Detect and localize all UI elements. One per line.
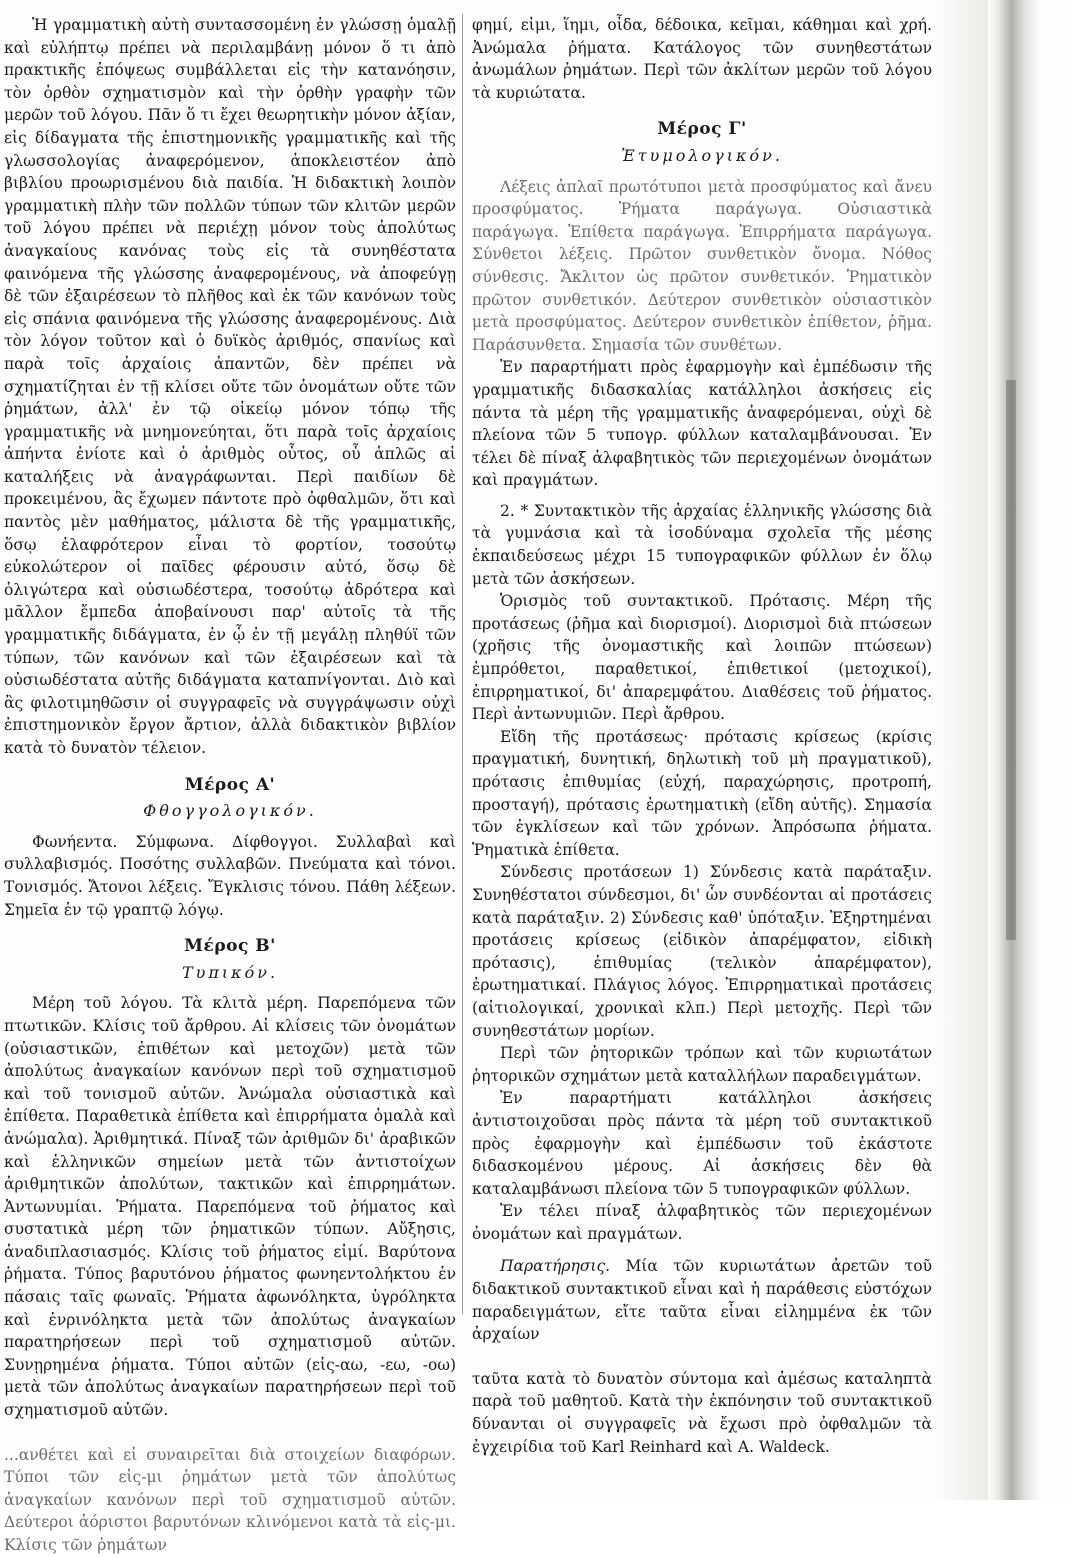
syntax-paragraph-e: Ἐν παραρτήματι κατάλληλοι ἀσκήσεις ἀντιστοιχοῦσαι πρὸς πάντα τὰ μέρη τοῦ συντακτικοῦ πρὸς ἐφαρμογὴν καὶ ἐμπέδωσιν τοῦ ἑκάστοτε διδασκομένου μέρους. Αἱ ἀσκήσεις δὲν θὰ καταλαμβάνωσι πλείονα τῶν 5 τυπογραφικῶν φύλλων. <box>472 1089 932 1198</box>
part-b-subtitle: Τυπικόν. <box>181 962 279 982</box>
syntax-paragraph-d: Περὶ τῶν ῥητορικῶν τρόπων καὶ τῶν κυριωτάτων ῥητορικῶν σχημάτων μετὰ καταλλήλων παραδειγμάτων. <box>472 1044 932 1085</box>
intro-paragraph: Ἡ γραμματικὴ αὐτὴ συντασσομένη ἐν γλώσσῃ ὁμαλῇ καὶ εὐλήπτῳ πρέπει νὰ περιλαμβάνῃ μόνον ὅ τι ἀπὸ πρακτικῆς ἐπόψεως συμβάλλεται εἰς τὴν κατανόησιν, τὸν ὀρθὸν σχηματισμὸν καὶ τὴν ὀρθὴν γραφὴν τῶν μερῶν τοῦ λόγου. Πᾶν ὅ τι ἔχει θεωρητικὴν μόνον ἀξίαν, εἰς δίδαγματα τῆς ἐπιστημονικῆς γραμματικῆς καὶ τῆς γλωσσολογίας ἀναφερόμενον, ἀποκλειστέον ἀπὸ βιβλίου προωρισμένου διὰ παιδία. Ἡ διδακτικὴ λοιπὸν γραμματικὴ πλὴν τῶν πολλῶν τύπων τῶν κλιτῶν μερῶν τοῦ λόγου πρέπει νὰ περιέχῃ μόνον τοὺς ἀπολύτως ἀναγκαίους κανόνας τοὺς εἰς τὰ συνηθέστατα φαινόμενα τῆς γλώσσης ἀναφερομένους, νὰ ἀποφεύγῃ δὲ τῶν ἐξαιρέσεων τὸ πλῆθος καὶ ἐκ τῶν κανόνων τοὺς εἰς σπάνια φαινόμενα τῆς γλώσσης ἀναφερομένους. Διὰ τὸν λόγον τοῦτον καὶ ὁ δυϊκὸς ἀριθμός, σπανίως καὶ παρὰ τοῖς ἀρχαίοις ἀπαντῶν, δὲν πρέπει νὰ σχηματίζηται ἐν τῇ κλίσει οὔτε τῶν ὀνομάτων οὔτε τῶν ῥημάτων, ἀλλ' ἐν τῷ οἰκείῳ μόνον τόπῳ τῆς γραμματικῆς νὰ μνημονεύηται, ὅτι παρὰ τοῖς ἀρχαίοις ἀπήντα ἐνίοτε καὶ ὁ ἀριθμὸς οὗτος, οὗ ἁπλῶς αἱ καταλήξεις νὰ ἀναγράφωνται. Περὶ παιδίων δὲ προκειμένου, ἂς ἔχωμεν πάντοτε πρὸ ὀφθαλμῶν, ὅτι καὶ παντὸς μὲν μαθήματος, μάλιστα δὲ τῆς γραμματικῆς, ὅσῳ ἐλαφρότερον εἶναι τὸ φορτίον, τοσούτῳ εὐκολώτερον οἱ παῖδες φέρουσιν αὐτό, ὅσῳ δὲ ὀλιγώτερα καὶ οὐσιωδέστερα, τοσούτῳ ἀδρότερα καὶ μᾶλλον ἔμπεδα ἀποβαίνουσι παρ' αὐτοῖς τὰ τῆς γραμματικῆς διδάγματα, ἐν ᾧ ἐν τῇ μεγάλῃ πληθύϊ τῶν τύπων, τῶν κανόνων καὶ τῶν ἐξαιρέσεων καὶ τὰ οὐσιωδέστατα αὐτῆς διδάγματα καταπνίγονται. Διὸ καὶ ἂς φιλοτιμηθῶσιν οἱ συγγραφεῖς νὰ συγγράψωσιν οὐχὶ ἐπιστημονικὸν ἔργον ἄρτιον, ἀλλὰ διδακτικὸν βιβλίον κατὰ τὸ δυνατὸν τέλειον. <box>4 16 456 757</box>
part-c-subtitle: Ἐτυμολογικόν. <box>621 145 783 165</box>
item-2-text: * Συντακτικὸν τῆς ἀρχαίας ἑλληνικῆς γλώσσης διὰ τὰ γυμνάσια καὶ τὰ ἰσοδύναμα σχολεῖα τῆς μέσης ἐκπαιδεύσεως μέχρι 15 τυπογραφικῶν φύλλων ἐν ὅλῳ μετὰ τῶν ἀσκήσεων. <box>472 501 932 588</box>
part-b-continuation: ...ανθέτει καὶ εἰ συναιρεῖται διὰ στοιχείων διαφόρων. Τύποι τῶν εἰς-μι ῥημάτων μετὰ τῶν ἀπολύτως ἀναγκαίων κανόνων περὶ τοῦ σχηματισμοῦ αὐτῶν. Δεύτεροι ἀόριστοι βαρυτόνων κλινόμενοι κατὰ τὰ εἰς-μι. Κλίσις τῶν ῥημάτων <box>4 1445 456 1554</box>
part-c-text-2: Ἐν παραρτήματι πρὸς ἐφαρμογὴν καὶ ἐμπέδωσιν τῆς γραμματικῆς διδασκαλίας κατάλληλοι ἀσκήσεις εἰς πάντα τὰ μέρη τῆς γραμματικῆς ἀναφερόμεναι, οὐχὶ δὲ πλείονα τῶν 5 τυπογρ. φύλλων καταλαμβάνουσαι. Ἐν τέλει δὲ πίναξ ἀλφαβητικὸς τῶν περιεχομένων ὀνομάτων καὶ πραγμάτων. <box>472 358 932 490</box>
syntax-paragraph-a: Ὁρισμὸς τοῦ συντακτικοῦ. Πρότασις. Μέρη τῆς προτάσεως (ῥῆμα καὶ διορισμοί). Διορισμοὶ διὰ πτώσεων (χρῆσις τῆς ὀνομαστικῆς καὶ λοιπῶν πτώσεων) ἐμπρόθετοι, παραθετικοί, ἐπιθετικοί (μετοχικοί), ἐπιρρηματικοί, δι' ἀπαρεμφάτου. Διαθέσεις τοῦ ῥήματος. Περὶ ἀντωνυμιῶν. Περὶ ἄρθρου. <box>472 592 932 724</box>
part-b-title: Μέρος Β' <box>184 936 276 957</box>
page-edge-shadow <box>938 0 988 1500</box>
part-c-title: Μέρος Γ' <box>657 119 747 140</box>
remark-text: Μία τῶν κυριωτάτων ἀρετῶν τοῦ διδακτικοῦ συντακτικοῦ εἶναι καὶ ἡ παράθεσις εὐστόχων παραδειγμάτων, εἴτε ταῦτα εἶναι εἰλημμένα ἐκ τῶν ἀρχαίων <box>472 1257 933 1344</box>
syntax-paragraph-c: Σύνδεσις προτάσεων 1) Σύνδεσις κατὰ παράταξιν. Συνηθέστατοι σύνδεσμοι, δι' ὧν συνδέονται αἱ προτάσεις κατὰ παράταξιν. 2) Σύνδεσις καθ' ὑπόταξιν. Ἐξηρτημέναι προτάσεις κρίσεως (εἰδικὸν ἀπαρέμφατον, εἰδικὴ πρότασις), ἐπιθυμίας (τελικὸν ἀπαρέμφατον), ἐρωτηματικαί. Πλάγιος λόγος. Ἐπιρρηματικαὶ προτάσεις (αἰτιολογικαί, χρονικαὶ κλπ.) Περὶ μετοχῆς. Περὶ τῶν συνηθεστάτων μορίων. <box>472 863 932 1040</box>
remark-paragraph <box>472 1255 932 1345</box>
remark-continuation: ταῦτα κατὰ τὸ δυνατὸν σύντομα καὶ ἀμέσως καταληπτὰ παρὰ τοῦ μαθητοῦ. Κατὰ τὴν ἐκπόνησιν τοῦ συντακτικοῦ δύνανται οἱ συγγραφεῖς νὰ ἔχωσι πρὸ ὀφθαλμῶν τὰ ἐγχειρίδια τοῦ Karl Reinhard καὶ A. Waldeck. <box>472 1369 932 1456</box>
part-a-title: Μέρος Α' <box>184 774 276 795</box>
part-c-text-1: Λέξεις ἁπλαῖ πρωτότυποι μετὰ προσφύματος καὶ ἄνευ προσφύματος. Ῥήματα παράγωγα. Οὐσιαστικὰ παράγωγα. Ἐπίθετα παράγωγα. Ἐπιρρήματα παράγωγα. Σύνθετοι λέξεις. Πρῶτον συνθετικὸν ὄνομα. Νόθος σύνθεσις. Ἄκλιτον ὡς πρῶτον συνθετικόν. Ῥηματικὸν πρῶτον συνθετικόν. Δεύτερον συνθετικὸν οὐσιαστικὸν μετὰ προσφύματος. Δεύτερον συνθετικὸν ἐπίθετον, ῥῆμα. Παράσυνθετα. Σημασία τῶν συνθέτων. <box>472 177 932 354</box>
syntax-paragraph-b: Εἴδη τῆς προτάσεως· πρότασις κρίσεως (κρίσις πραγματική, δυνητική, δηλωτικὴ τοῦ μὴ πραγματικοῦ), πρότασις ἐπιθυμίας (εὐχή, παραχώρησις, προτροπή, προσταγή), πρότασις ἐρωτηματικὴ (εἴδη αὐτῆς). Σημασία τῶν ἐγκλίσεων καὶ τῶν χρόνων. Ἀπρόσωπα ῥήματα. Ῥηματικὰ ἐπίθετα. <box>472 727 932 859</box>
part-a-subtitle: Φθογγολογικόν. <box>143 801 317 821</box>
item-2-number: 2. <box>500 501 515 520</box>
remark-label: Παρατήρησις. <box>500 1257 611 1276</box>
column-divider <box>462 14 463 1314</box>
item-2 <box>472 500 932 590</box>
part-b-text: Μέρη τοῦ λόγου. Τὰ κλιτὰ μέρη. Παρεπόμενα τῶν πτωτικῶν. Κλίσις τοῦ ἄρθρου. Αἱ κλίσεις τῶν ὀνομάτων (οὐσιαστικῶν, ἐπιθέτων καὶ μετοχῶν) μετὰ τῶν ἀπολύτως ἀναγκαίων κανόνων περὶ τοῦ σχηματισμοῦ καὶ τοῦ τονισμοῦ αὐτῶν. Ἀνώμαλα οὐσιαστικὰ καὶ ἐπίθετα. Παραθετικὰ ἐπίθετα καὶ ἐπιρρήματα ὁμαλὰ καὶ ἀνώμαλα). Ἀριθμητικά. Πίναξ τῶν ἀριθμῶν δι' ἀραβικῶν καὶ ἑλληνικῶν σημείων μετὰ τῶν ἀντιστοίχων ἀριθμητικῶν ἀπολύτων, τακτικῶν καὶ ἐπιρρημάτων. Ἀντωνυμίαι. Ῥήματα. Παρεπόμενα τοῦ ῥήματος καὶ συστατικὰ μέρη τῶν ῥηματικῶν τύπων. Αὔξησις, ἀναδιπλασιασμός. Κλίσις τοῦ ῥήματος εἰμί. Βαρύτονα ῥήματα. Τύπος βαρυτόνου ῥήματος φωνηεντολήκτου ἐν πάσαις ταῖς φωναῖς. Ῥήματα ἀφωνόληκτα, ὑγρόληκτα καὶ ἐνρινόληκτα μετὰ τῶν ἀπολύτως ἀναγκαίων παρατηρήσεων περὶ τοῦ σχηματισμοῦ αὐτῶν. Συνῃρημένα ῥήματα. Τύποι αὐτῶν (εἰς-αω, -εω, -οω) μετὰ τῶν ἀπολύτως ἀναγκαίων παρατηρήσεων περὶ τοῦ σχηματισμοῦ αὐτῶν. <box>4 994 456 1420</box>
right-column <box>472 14 932 1458</box>
left-column <box>4 14 456 1557</box>
continued-paragraph: φημί, εἰμι, ἵημι, οἶδα, δέδοικα, κεῖμαι, κάθημαι καὶ χρή. Ἀνώμαλα ῥήματα. Κατάλογος τῶν συνηθεστάτων ἀνωμάλων ῥημάτων. Περὶ τῶν ἀκλίτων μερῶν τοῦ λόγου τὰ κυριώτατα. <box>472 16 932 102</box>
part-a-text: Φωνήεντα. Σύμφωνα. Δίφθογγοι. Συλλαβαὶ καὶ συλλαβισμός. Ποσότης συλλαβῶν. Πνεύματα καὶ τόνοι. Τονισμός. Ἄτονοι λέξεις. Ἔγκλισις τόνου. Πάθη λέξεων. Σημεῖα ἐν τῷ γραπτῷ λόγῳ. <box>4 832 456 919</box>
syntax-paragraph-f: Ἐν τέλει πίναξ ἀλφαβητικὸς τῶν περιεχομένων ὀνομάτων καὶ πραγμάτων. <box>472 1202 932 1243</box>
binding-spine-shadow <box>1006 380 1016 940</box>
